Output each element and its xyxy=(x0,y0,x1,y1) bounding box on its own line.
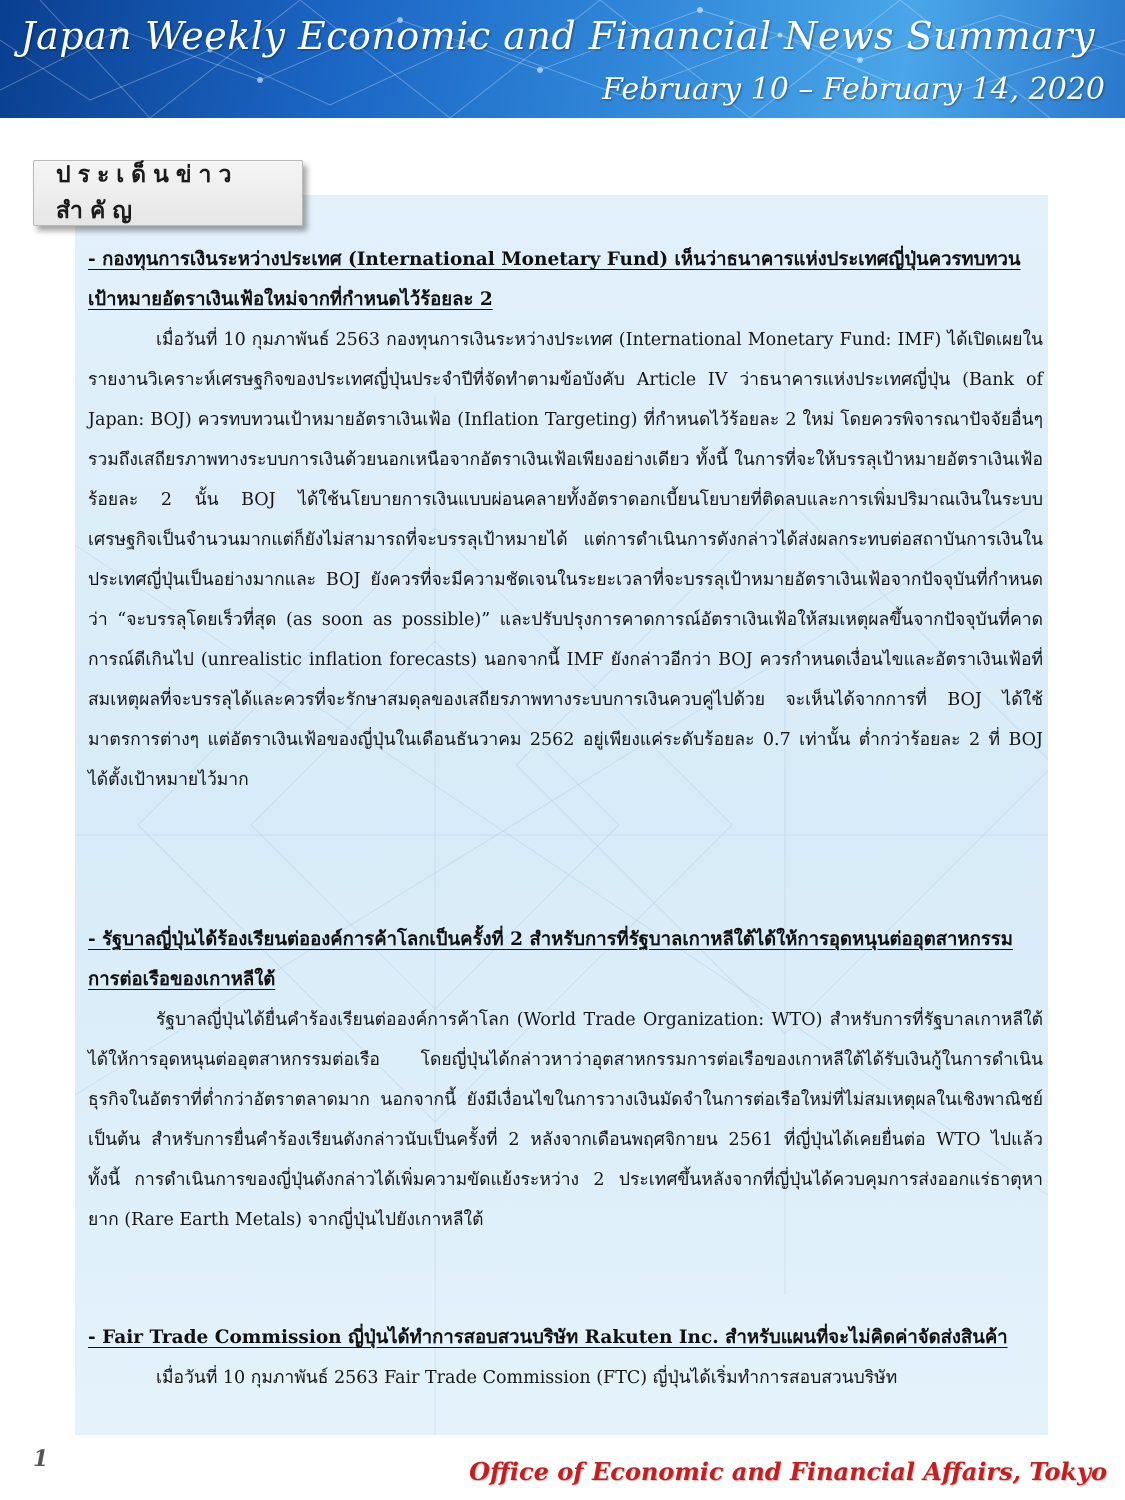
report-title: Japan Weekly Economic and Financial News Summary xyxy=(20,14,1095,58)
article-body: เมื่อวันที่ 10 กุมภาพันธ์ 2563 Fair Trade Commission (FTC) ญี่ปุ่นได้เริ่มทำการสอบสวนบริษัท xyxy=(156,1368,898,1388)
article-headline: - กองทุนการเงินระหว่างประเทศ (International Monetary Fund) เห็นว่าธนาคารแห่งประเทศญี่ปุ่นควรทบทวนเป้าหมายอัตราเงินเฟ้อใหม่จากที่กำหนดไว้ร้อยละ 2 xyxy=(88,249,1021,310)
section-label: ประเด็นข่าวสำคัญ xyxy=(56,162,239,224)
report-date-range: February 10 – February 14, 2020 xyxy=(602,72,1105,107)
page-number: 1 xyxy=(33,1446,49,1472)
article-body: เมื่อวันที่ 10 กุมภาพันธ์ 2563 กองทุนการเงินระหว่างประเทศ (International Monetary Fund: IMF) ได้เปิดเผยในรายงานวิเคราะห์เศรษฐกิจของประเทศญี่ปุ่นประจำปีที่จัดทำตามข้อบังคับ Article IV ว่าธนาคารแห่งประเทศญี่ปุ่น (Bank of Japan: BOJ) ควรทบทวนเป้าหมายอัตราเงินเฟ้อ (Inflation Targeting) ที่กำหนดไว้ร้อยละ 2 ใหม่ โดยควรพิจารณาปัจจัยอื่นๆ รวมถึงเสถียรภาพทางระบบการเงินด้วยนอกเหนือจากอัตราเงินเฟ้อเพียงอย่างเดียว ทั้งนี้ ในการที่จะให้บรรลุเป้าหมายอัตราเงินเฟ้อร้อยละ 2 นั้น BOJ ได้ใช้นโยบายการเงินแบบผ่อนคลายทั้งอัตราดอกเบี้ยนโยบายที่ติดลบและการเพิ่มปริมาณเงินในระบบเศรษฐกิจเป็นจำนวนมากแต่ก็ยังไม่สามารถที่จะบรรลุเป้าหมายได้ แต่การดำเนินการดังกล่าวได้ส่งผลกระทบต่อสถาบันการเงินในประเทศญี่ปุ่นเป็นอย่างมากและ BOJ ยังควรที่จะมีความชัดเจนในระยะเวลาที่จะบรรลุเป้าหมายอัตราเงินเฟ้อจากปัจจุบันที่กำหนดว่า “จะบรรลุโดยเร็วที่สุด (as soon as possible)” และปรับปรุงการคาดการณ์อัตราเงินเฟ้อให้สมเหตุผลขึ้นจากปัจจุบันที่คาดการณ์ดีเกินไป (unrealistic inflation forecasts) นอกจากนี้ IMF ยังกล่าวอีกว่า BOJ ควรกำหนดเงื่อนไขและอัตราเงินเฟ้อที่สมเหตุผลที่จะบรรลุได้และควรที่จะรักษาสมดุลของเสถียรภาพทางระบบการเงินควบคู่ไปด้วย จะเห็นได้จากการที่ BOJ ได้ใช้มาตรการต่างๆ แต่อัตราเงินเฟ้อของญี่ปุ่นในเดือนธันวาคม 2562 อยู่เพียงแค่ระดับร้อยละ 0.7 เท่านั้น ต่ำกว่าร้อยละ 2 ที่ BOJ ได้ตั้งเป้าหมายไว้มาก xyxy=(88,330,1043,790)
article-body: รัฐบาลญี่ปุ่นได้ยื่นคำร้องเรียนต่อองค์การค้าโลก (World Trade Organization: WTO) สำหรับการที่รัฐบาลเกาหลีใต้ได้ให้การอุดหนุนต่ออุตสาหกรรมต่อเรือ โดยญี่ปุ่นได้กล่าวหาว่าอุตสาหกรรมการต่อเรือของเกาหลีใต้ได้รับเงินกู้ในการดำเนินธุรกิจในอัตราที่ต่ำกว่าอัตราตลาดมาก นอกจากนี้ ยังมีเงื่อนไขในการวางเงินมัดจำในการต่อเรือใหม่ที่ไม่สมเหตุผลในเชิงพาณิชย์ เป็นต้น สำหรับการยื่นคำร้องเรียนดังกล่าวนับเป็นครั้งที่ 2 หลังจากเดือนพฤศจิกายน 2561 ที่ญี่ปุ่นได้เคยยื่นต่อ WTO ไปแล้ว ทั้งนี้ การดำเนินการของญี่ปุ่นดังกล่าวได้เพิ่มความขัดแย้งระหว่าง 2 ประเทศขึ้นหลังจากที่ญี่ปุ่นได้ควบคุมการส่งออกแร่ธาตุหายาก (Rare Earth Metals) จากญี่ปุ่นไปยังเกาหลีใต้ xyxy=(88,1010,1043,1230)
article-headline: - รัฐบาลญี่ปุ่นได้ร้องเรียนต่อองค์การค้าโลกเป็นครั้งที่ 2 สำหรับการที่รัฐบาลเกาหลีใต้ได้ให้การอุดหนุนต่ออุตสาหกรรมการต่อเรือของเกาหลีใต้ xyxy=(88,929,1013,990)
news-article xyxy=(88,240,1043,800)
section-label-tab xyxy=(33,160,303,226)
article-headline: - Fair Trade Commission ญี่ปุ่นได้ทำการสอบสวนบริษัท Rakuten Inc. สำหรับแผนที่จะไม่คิดค่าจัดส่งสินค้า xyxy=(88,1327,1008,1348)
header-banner xyxy=(0,0,1125,118)
news-article xyxy=(88,920,1043,1240)
footer-office-name: Office of Economic and Financial Affairs, Tokyo xyxy=(469,1457,1107,1486)
news-article xyxy=(88,1318,1043,1398)
